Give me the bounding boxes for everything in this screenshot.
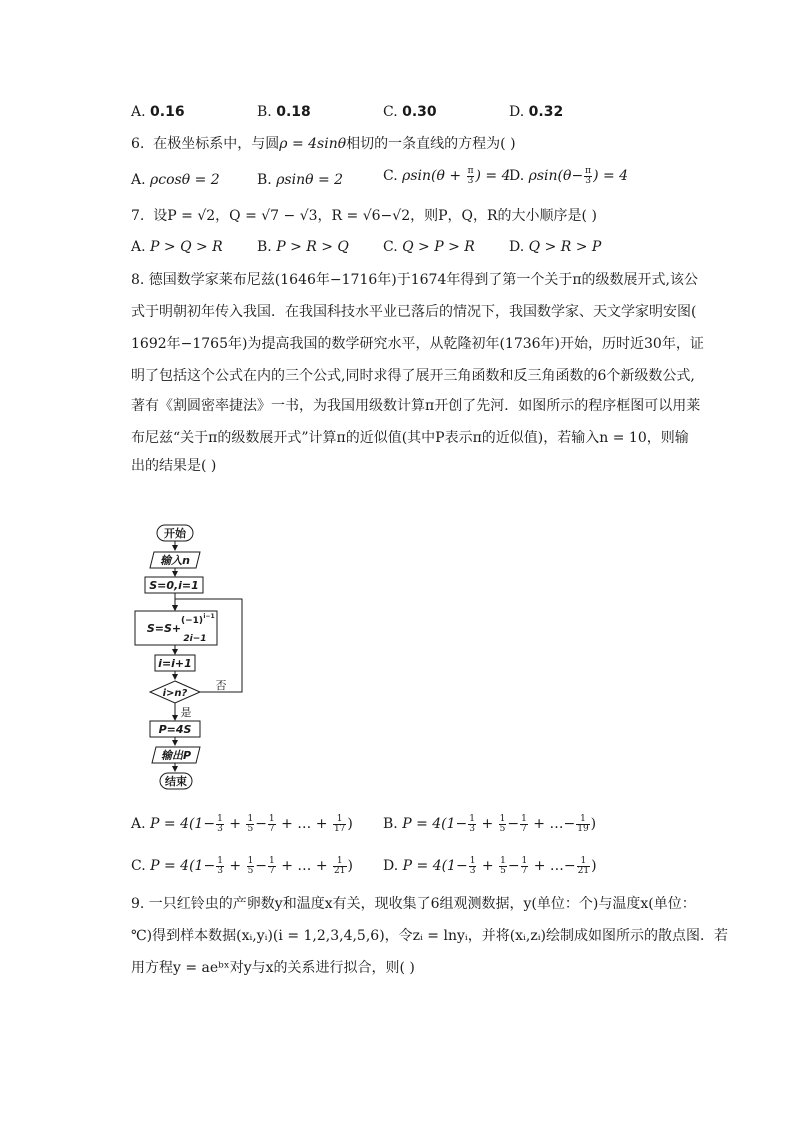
- flow-end-label: 结束: [165, 775, 187, 788]
- q6-option-d: D. ρsin(θ− $\frac{\pi}{3}$ ) = 4: [509, 165, 629, 186]
- q8-option-a: A. P = 4(1− $\frac{1}{3}$ + $\frac{1}{5}$ − $\frac{1}{7}$ + … + $\frac{1}{17}$ ): [131, 813, 353, 834]
- flow-cond-label: i>n?: [162, 688, 188, 699]
- q8-line-1: 8. 德国数学家莱布尼兹(1646年−1716年)于1674年得到了第一个关于π的级数展开式,该公: [131, 272, 698, 288]
- flow-no-label: 否: [215, 679, 227, 692]
- q5-option-b: B. 0.18: [257, 104, 311, 120]
- flow-init-label: S=0,i=1: [149, 579, 199, 592]
- q9-line-3: 用方程y = aeᵇˣ对y与x的关系进行拟合，则( ): [131, 960, 415, 976]
- q8-line-5: 著有《割圆密率捷法》一书，为我国用级数计算π开创了先河．如图所示的程序框图可以用莱: [131, 398, 701, 414]
- flow-yes-label: 是: [180, 706, 192, 719]
- flow-start-label: 开始: [164, 527, 186, 540]
- q6-option-a: A. ρcosθ = 2: [131, 172, 220, 188]
- q8-line-3: 1692年−1765年)为提高我国的数学研究水平，从乾隆初年(1736年)开始，历时近30年，证: [131, 336, 704, 352]
- q8-line-6: 布尼兹“关于π的级数展开式”计算π的近似值(其中P表示π的近似值)，若输入n = 10，则输: [131, 430, 689, 446]
- flow-calc-label: P=4S: [158, 723, 192, 736]
- flow-update-exp: i−1: [203, 613, 215, 620]
- q5-option-d: D. 0.32: [509, 104, 564, 120]
- q6-option-b: B. ρsinθ = 2: [257, 172, 344, 188]
- q8-line-4: 明了包括这个公式在内的三个公式,同时求得了展开三角函数和反三角函数的6个新级数公式,: [131, 368, 695, 384]
- q7-stem: 7. 设P = √2，Q = √7 − √3，R = √6−√2，则P，Q，R的大小顺序是( ): [131, 208, 597, 224]
- flow-output-label: 输出P: [160, 749, 192, 762]
- flow-update-label: S=S+: [146, 622, 182, 635]
- q7-option-a: A. P > Q > R: [131, 239, 223, 255]
- q5-option-c: C. 0.30: [383, 104, 437, 120]
- flow-update-num: (−1): [180, 616, 204, 626]
- q5-option-a: A. 0.16: [131, 104, 185, 120]
- q8-line-2: 式于明朝初年传入我国．在我国科技水平业已落后的情况下，我国数学家、天文学家明安图(: [131, 304, 697, 320]
- q9-line-2: ℃)得到样本数据(xᵢ,yᵢ)(i = 1,2,3,4,5,6)，令zᵢ = lnyᵢ，并将(xᵢ,zᵢ)绘制成如图所示的散点图．若: [131, 928, 728, 944]
- q8-option-b: B. P = 4(1− $\frac{1}{3}$ + $\frac{1}{5}$ − $\frac{1}{7}$ + …− $\frac{1}{19}$ ): [383, 813, 597, 834]
- flow-input-label: 输入n: [160, 554, 190, 567]
- flow-inc-label: i=i+1: [158, 657, 192, 670]
- q6-stem: 6. 在极坐标系中，与圆ρ = 4sinθ相切的一条直线的方程为( ): [131, 136, 516, 152]
- q6-option-c: C. ρsin(θ + $\frac{\pi}{3}$ ) = 4: [383, 165, 511, 186]
- q8-line-7: 出的结果是( ): [131, 458, 217, 474]
- q8-option-c: C. P = 4(1− $\frac{1}{3}$ + $\frac{1}{5}$ − $\frac{1}{7}$ + … + $\frac{1}{21}$ ): [131, 855, 353, 876]
- q8-option-d: D. P = 4(1− $\frac{1}{3}$ + $\frac{1}{5}$ − $\frac{1}{7}$ + …− $\frac{1}{21}$ ): [383, 855, 597, 876]
- q9-line-1: 9. 一只红铃虫的产卵数y和温度x有关，现收集了6组观测数据，y(单位：个)与温度x(单位：: [131, 896, 696, 912]
- flow-update-den: 2i−1: [183, 634, 207, 644]
- q7-option-c: C. Q > P > R: [383, 239, 475, 255]
- q7-option-b: B. P > R > Q: [257, 239, 349, 255]
- q7-option-d: D. Q > R > P: [509, 239, 602, 255]
- flowchart: [120, 515, 260, 800]
